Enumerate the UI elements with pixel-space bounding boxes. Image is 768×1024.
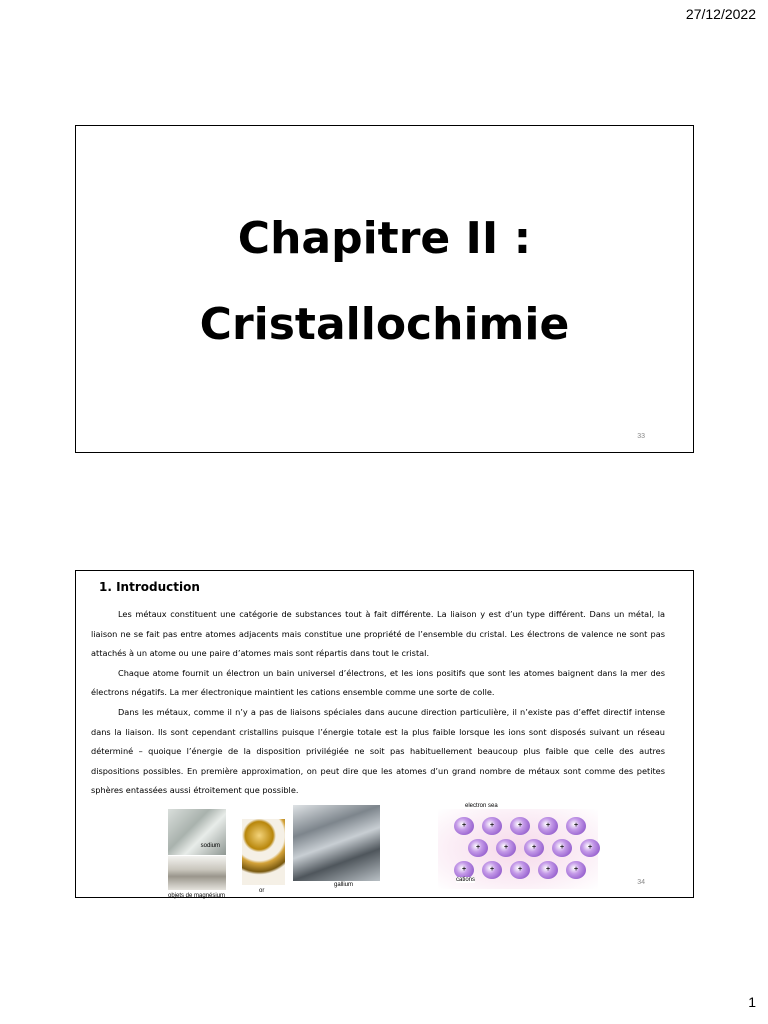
slide-title [76, 196, 693, 368]
electron-sea-diagram [438, 803, 598, 889]
paragraph-3: Dans les métaux, comme il n’y a pas de liaisons spéciales dans aucune direction particulière, il n’existe pas d’effet directif intense dans la liaison. Ils sont cependant cristallins puisque l’énergie totale est la plus faible lorsque les ions sont disposés suivant un réseau déterminé – quoique l’énergie de la disposition privilégiée ne soit pas habituellement beaucoup plus faible que celle des autres dispositions possibles. En première approximation, on peut dire que les atomes d’un grand nombre de métaux sont comme des petites sphères entassées aussi étroitement que possible. [91, 706, 665, 796]
title-line-2: Cristallochimie [199, 299, 570, 350]
cation-icon: + [454, 817, 474, 835]
title-line-1: Chapitre II : [237, 213, 532, 264]
slide-33 [75, 125, 694, 453]
slide-number: 34 [637, 879, 645, 886]
paragraph-2: Chaque atome fournit un électron un bain universel d’électrons, et les ions positifs que sont les atomes baignent dans la mer des électrons négatifs. La mer électronique maintient les cations ensemble comme une sorte de colle. [91, 667, 665, 698]
print-date: 27/12/2022 [685, 6, 756, 22]
magnesium-image [168, 856, 226, 890]
page-number: 1 [748, 994, 756, 1010]
cation-icon: + [510, 817, 530, 835]
gallium-image [293, 805, 380, 881]
cation-icon: + [538, 817, 558, 835]
sodium-image [168, 809, 226, 855]
section-heading: 1. Introduction [99, 580, 200, 594]
gallium-label: gallium [334, 882, 354, 888]
body-text [91, 605, 665, 801]
slide-number: 33 [637, 433, 645, 440]
cation-icon: + [580, 839, 600, 857]
cation-icon: + [496, 839, 516, 857]
magnesium-label: objets de magnésium [168, 893, 226, 899]
cation-icon: + [482, 817, 502, 835]
cation-icon: + [510, 861, 530, 879]
cation-icon: + [482, 861, 502, 879]
cation-icon: + [454, 861, 474, 879]
cation-icon: + [524, 839, 544, 857]
cations-label: cations [456, 877, 476, 883]
slide-34 [75, 570, 694, 898]
gold-label: or [259, 888, 265, 894]
paragraph-1: Les métaux constituent une catégorie de substances tout à fait différente. La liaison y est d’un type différent. Dans un métal, la liaison ne se fait pas entre atomes adjacents mais constitue une propriété de l’ensemble du cristal. Les électrons de valence ne sont pas attachés à un atome ou une paire d’atomes mais sont répartis dans tout le cristal. [91, 609, 665, 659]
cation-icon: + [552, 839, 572, 857]
electron-sea-label: electron sea [465, 803, 498, 809]
sodium-label: sodium [200, 843, 220, 849]
cation-icon: + [566, 817, 586, 835]
gold-image [242, 819, 285, 885]
cation-icon: + [566, 861, 586, 879]
cation-icon: + [468, 839, 488, 857]
cation-icon: + [538, 861, 558, 879]
